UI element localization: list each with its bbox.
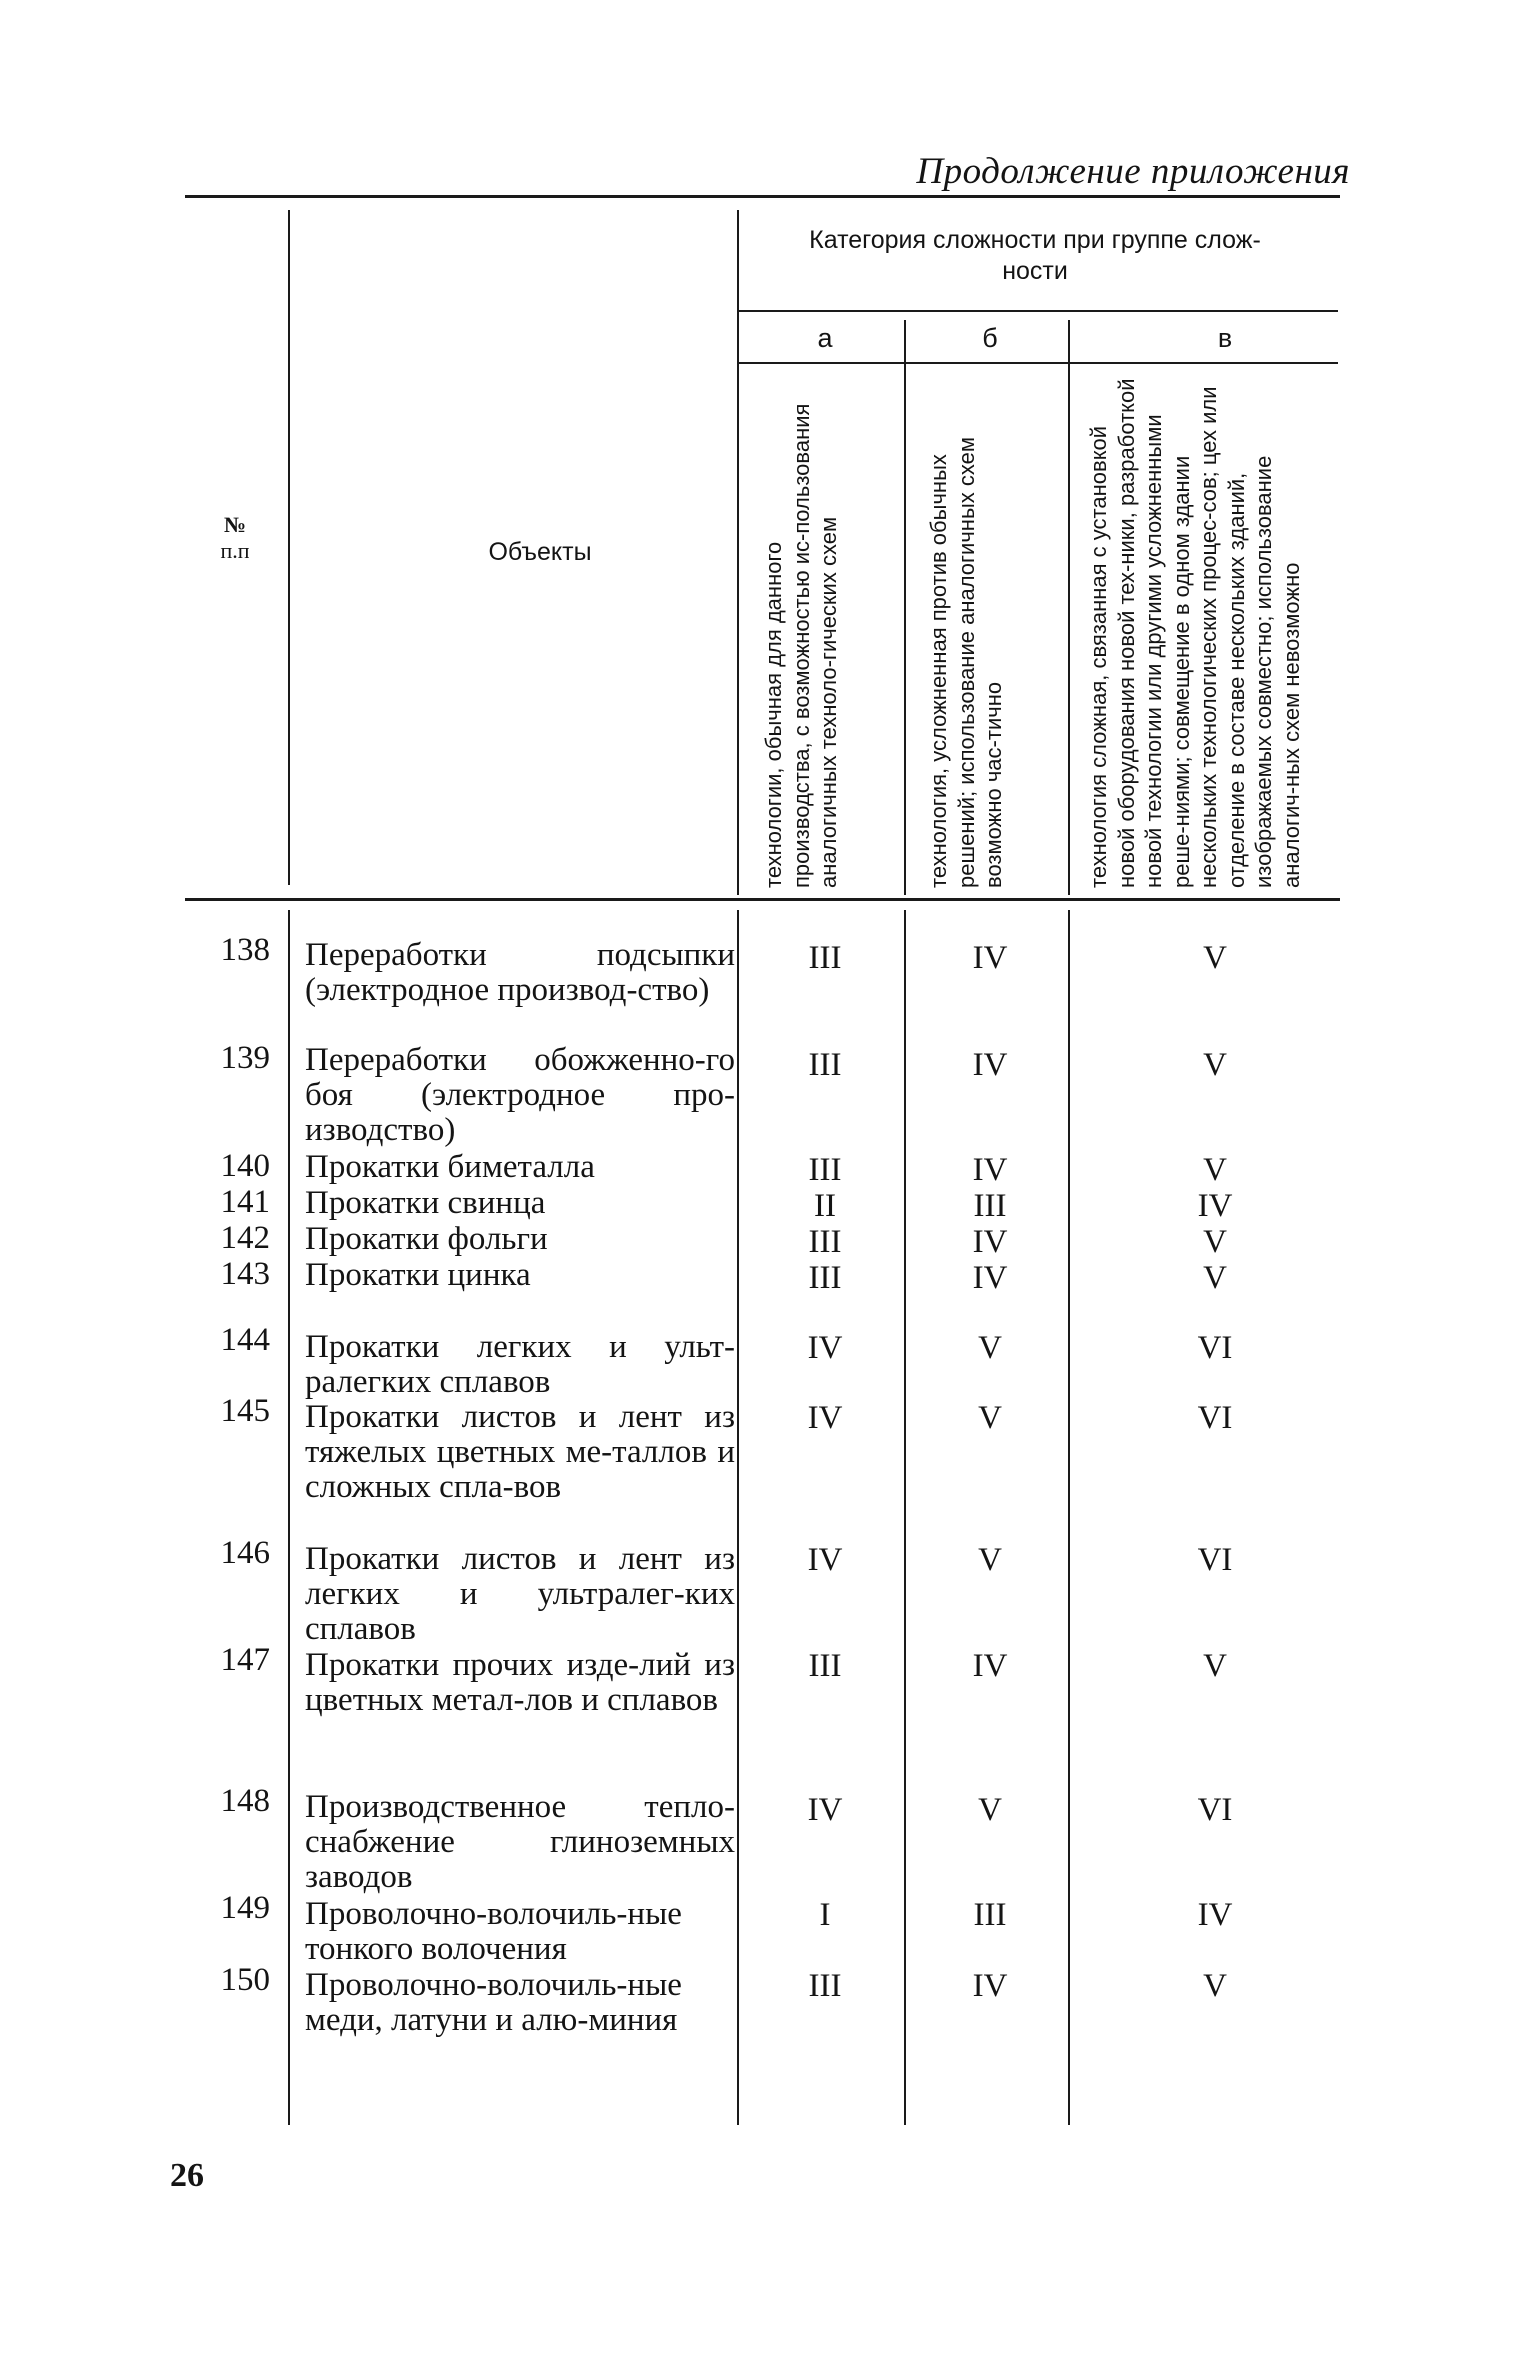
row-object: Прокатки листов и лент из легких и ультралег-ких сплавов xyxy=(305,1541,735,1647)
group-description-b: технология, усложненная против обычных решений; использование аналогичных схем возможно час-тично xyxy=(926,437,1006,888)
row-category-c: VI xyxy=(1197,1792,1233,1828)
col-num-header xyxy=(170,512,300,564)
row-category-a: IV xyxy=(807,1792,843,1828)
row-category-b: IV xyxy=(972,1224,1008,1260)
row-category-b: IV xyxy=(972,940,1008,976)
row-category-c: VI xyxy=(1197,1542,1233,1578)
row-number: 138 xyxy=(220,932,270,968)
row-category-c: V xyxy=(1203,940,1227,976)
row-object: Прокатки листов и лент из тяжелых цветных ме-таллов и сложных спла-вов xyxy=(305,1399,735,1505)
row-category-a: III xyxy=(808,1047,842,1083)
row-number: 139 xyxy=(220,1040,270,1076)
group-letter-b: б xyxy=(982,323,998,353)
row-object: Проволочно-волочиль-ные тонкого волочения xyxy=(305,1896,682,1967)
row-category-b: V xyxy=(978,1792,1002,1828)
col-rule-bc-body xyxy=(1068,910,1070,2125)
row-object: Проволочно-волочиль-ные меди, латуни и алю-миния xyxy=(305,1967,682,2038)
row-category-a: IV xyxy=(807,1400,843,1436)
row-category-c: V xyxy=(1203,1648,1227,1684)
group-letter-a: а xyxy=(817,323,833,353)
row-number: 145 xyxy=(220,1393,270,1429)
row-category-a: III xyxy=(808,1260,842,1296)
col-rule-bc xyxy=(1068,320,1070,895)
row-category-c: IV xyxy=(1197,1188,1233,1224)
row-number: 142 xyxy=(220,1220,270,1256)
row-category-c: V xyxy=(1203,1152,1227,1188)
row-category-b: V xyxy=(978,1330,1002,1366)
row-object: Прокатки фольги xyxy=(305,1221,548,1257)
row-category-b: III xyxy=(973,1897,1007,1933)
col-objects-header: Объекты xyxy=(488,538,592,566)
col-rule-objects xyxy=(737,210,739,895)
row-number: 144 xyxy=(220,1322,270,1358)
row-object: Прокатки свинца xyxy=(305,1185,546,1221)
row-category-b: V xyxy=(978,1542,1002,1578)
row-category-b: IV xyxy=(972,1152,1008,1188)
row-category-b: IV xyxy=(972,1260,1008,1296)
row-object: Переработки обожженно-го боя (электродное про-изводство) xyxy=(305,1042,735,1148)
row-object: Прокатки легких и ульт-ралегких сплавов xyxy=(305,1329,735,1400)
row-category-c: V xyxy=(1203,1047,1227,1083)
row-category-c: V xyxy=(1203,1968,1227,2004)
row-category-b: IV xyxy=(972,1968,1008,2004)
col-num-header-abbr: п.п xyxy=(220,538,250,563)
row-category-c: VI xyxy=(1197,1330,1233,1366)
row-category-b: III xyxy=(973,1188,1007,1224)
group-description-c: технология сложная, связанная с установкой новой оборудования новой тех-ники, разработкой новой технологии или другими усложненными реше-ниями; совмещение в одном здании нескольких технологических процес-сов; цех или отделение в составе нескольких зданий, изображаемых совместно; использование аналогич-ных схем невозможно xyxy=(1086,378,1304,888)
group-description-a: технологии, обычная для данного производства, с возможностью ис-пользования аналогичных техноло-гических схем xyxy=(761,403,841,888)
row-category-a: III xyxy=(808,940,842,976)
row-category-a: IV xyxy=(807,1542,843,1578)
header-bottom-rule xyxy=(185,898,1340,901)
row-number: 143 xyxy=(220,1256,270,1292)
col-rule-ab xyxy=(904,320,906,895)
row-category-c: V xyxy=(1203,1224,1227,1260)
row-object: Прокатки биметалла xyxy=(305,1149,595,1185)
col-rule-ab-body xyxy=(904,910,906,2125)
row-category-a: III xyxy=(808,1648,842,1684)
category-header-line1: Категория сложности при группе слож- xyxy=(809,226,1261,254)
row-object: Производственное тепло-снабжение глиноземных заводов xyxy=(305,1789,735,1895)
row-object: Прокатки цинка xyxy=(305,1257,531,1293)
col-num-header-sign: № xyxy=(223,512,247,537)
row-category-c: V xyxy=(1203,1260,1227,1296)
row-number: 148 xyxy=(220,1783,270,1819)
row-number: 149 xyxy=(220,1890,270,1926)
row-category-c: VI xyxy=(1197,1400,1233,1436)
col-rule-objects-body xyxy=(737,910,739,2125)
row-object: Прокатки прочих изде-лий из цветных метал-лов и сплавов xyxy=(305,1647,735,1718)
row-category-a: II xyxy=(814,1188,836,1224)
row-number: 146 xyxy=(220,1535,270,1571)
row-category-b: IV xyxy=(972,1047,1008,1083)
row-category-a: I xyxy=(819,1897,831,1933)
row-category-a: III xyxy=(808,1224,842,1260)
row-number: 147 xyxy=(220,1642,270,1678)
category-header xyxy=(745,225,1325,287)
row-category-a: III xyxy=(808,1152,842,1188)
row-number: 150 xyxy=(220,1962,270,1998)
col-rule-num-body xyxy=(288,910,290,2125)
running-head: Продолжение приложения xyxy=(916,151,1350,192)
row-category-b: V xyxy=(978,1400,1002,1436)
page-number: 26 xyxy=(170,2157,204,2194)
row-number: 141 xyxy=(220,1184,270,1220)
group-letter-c: в xyxy=(1217,323,1233,353)
row-number: 140 xyxy=(220,1148,270,1184)
row-category-a: IV xyxy=(807,1330,843,1366)
group-letter-rule xyxy=(738,362,1338,364)
category-header-rule xyxy=(738,310,1338,312)
top-rule xyxy=(185,195,1340,198)
row-category-c: IV xyxy=(1197,1897,1233,1933)
category-header-line2: ности xyxy=(1002,257,1068,285)
row-category-b: IV xyxy=(972,1648,1008,1684)
row-object: Переработки подсыпки (электродное производ-ство) xyxy=(305,937,735,1008)
row-category-a: III xyxy=(808,1968,842,2004)
